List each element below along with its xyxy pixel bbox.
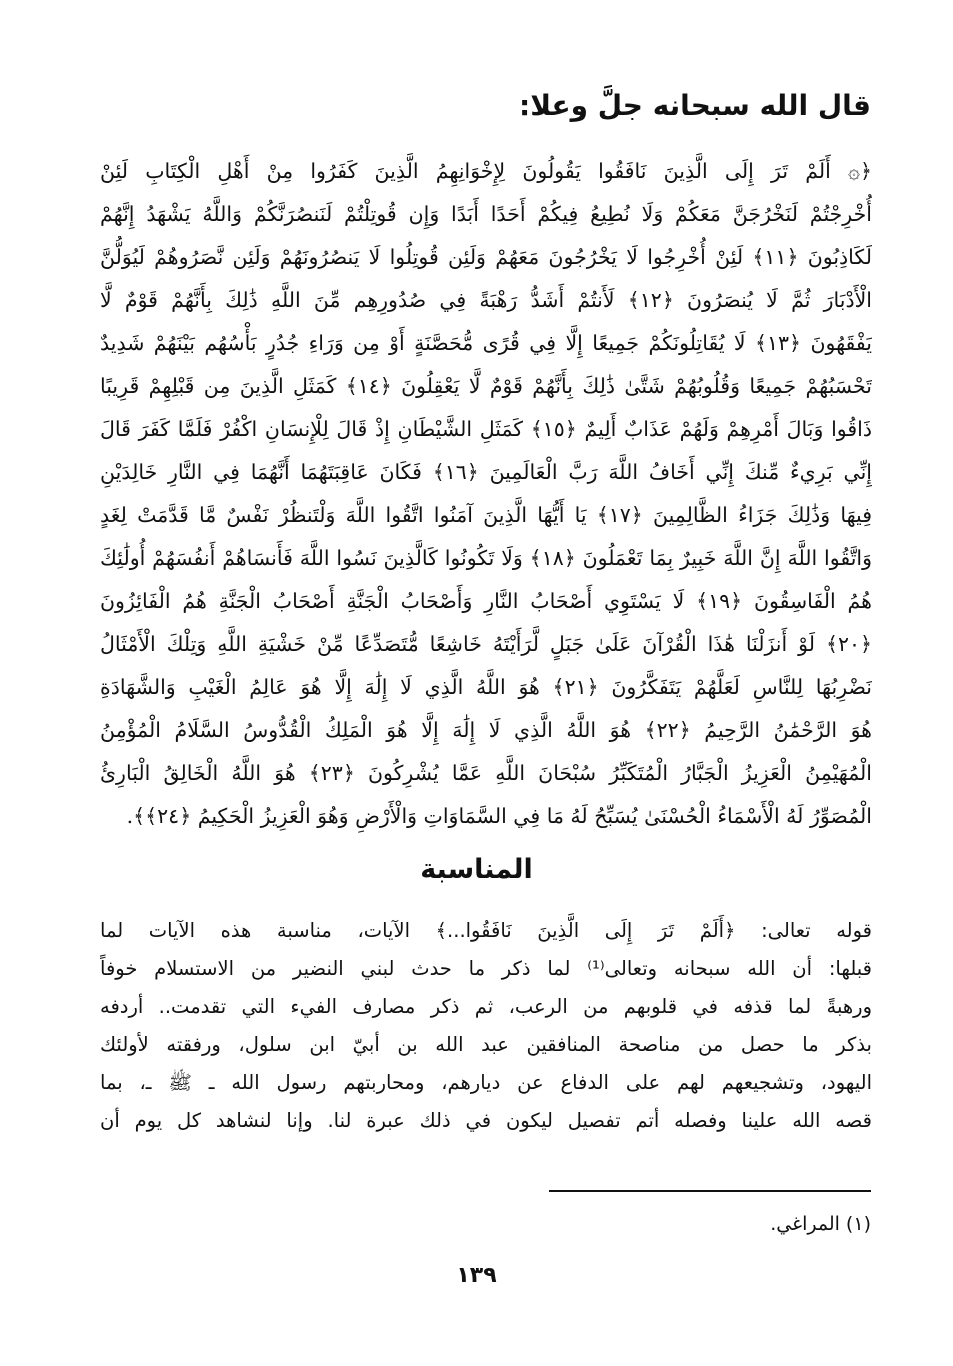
verse-line: الْمُصَوِّرُ لَهُ الْأَسْمَاءُ الْحُسْنَىٰ يُسَبِّحُ لَهُ مَا فِي السَّمَاوَاتِ وَالْأَرْضِ وَهُوَ الْعَزِيزُ الْحَكِيمُ ﴿٢٤﴾﴾. [126,804,872,828]
verse-line: أُخْرِجْتُمْ لَنَخْرُجَنَّ مَعَكُمْ وَلَا نُطِيعُ فِيكُمْ أَحَدًا أَبَدًا وَإِن قُوتِلْتُمْ لَنَنصُرَنَّكُمْ وَاللَّهُ يَشْهَدُ إِنَّهُمْ [100,202,872,226]
body-line: ورهبةً لما قذفه في قلوبهم من الرعب، ثم ذكر مصارف الفيء التي تقدمت.. أردفه [100,995,872,1018]
body-line: بذكر ما حصل من مناصحة المنافقين عبد الله بن أبيّ ابن سلول، ورفقته لأولئك [100,1033,872,1056]
verse-line: ذَاقُوا وَبَالَ أَمْرِهِمْ وَلَهُمْ عَذَابٌ أَلِيمٌ ﴿١٥﴾ كَمَثَلِ الشَّيْطَانِ إِذْ قَالَ لِلْإِنسَانِ اكْفُرْ فَلَمَّا كَفَرَ قَالَ [100,417,872,441]
verse-line: هُمُ الْفَاسِقُونَ ﴿١٩﴾ لَا يَسْتَوِي أَصْحَابُ النَّارِ وَأَصْحَابُ الْجَنَّةِ أَصْحَابُ الْجَنَّةِ هُمُ الْفَائِزُونَ [100,589,872,613]
verse-line: ﴿۞ أَلَمْ تَرَ إِلَى الَّذِينَ نَافَقُوا يَقُولُونَ لِإِخْوَانِهِمُ الَّذِينَ كَفَرُوا مِنْ أَهْلِ الْكِتَابِ لَئِنْ [100,159,872,183]
verse-line: إِنِّي بَرِيءٌ مِّنكَ إِنِّي أَخَافُ اللَّهَ رَبَّ الْعَالَمِينَ ﴿١٦﴾ فَكَانَ عَاقِبَتَهُمَا أَنَّهُمَا فِي النَّارِ خَالِدَيْنِ [100,460,872,484]
body-line: قصه الله علينا وفصله أتم تفصيل ليكون في ذلك عبرة لنا. وإنا لنشاهد كل يوم أن [100,1109,872,1132]
verse-line: هُوَ الرَّحْمَٰنُ الرَّحِيمُ ﴿٢٢﴾ هُوَ اللَّهُ الَّذِي لَا إِلَٰهَ إِلَّا هُوَ الْمَلِكُ الْقُدُّوسُ السَّلَامُ الْمُؤْمِنُ [100,718,872,742]
page-number: ١٣٩ [456,1263,497,1288]
verse-line: لَكَاذِبُونَ ﴿١١﴾ لَئِنْ أُخْرِجُوا لَا يَخْرُجُونَ مَعَهُمْ وَلَئِن قُوتِلُوا لَا يَنصُرُونَهُمْ وَلَئِن نَّصَرُوهُمْ لَيُوَلُّنَّ [100,245,872,269]
verse-line: فِيهَا وَذَٰلِكَ جَزَاءُ الظَّالِمِينَ ﴿١٧﴾ يَا أَيُّهَا الَّذِينَ آمَنُوا اتَّقُوا اللَّهَ وَلْتَنظُرْ نَفْسٌ مَّا قَدَّمَتْ لِغَدٍ [100,503,872,527]
verse-line: وَاتَّقُوا اللَّهَ إِنَّ اللَّهَ خَبِيرٌ بِمَا تَعْمَلُونَ ﴿١٨﴾ وَلَا تَكُونُوا كَالَّذِينَ نَسُوا اللَّهَ فَأَنسَاهُمْ أَنفُسَهُمْ أُولَٰئِكَ [100,546,872,570]
heading: قال الله سبحانه جلَّ وعلا: [519,89,871,122]
verse-line: الْمُهَيْمِنُ الْعَزِيزُ الْجَبَّارُ الْمُتَكَبِّرُ سُبْحَانَ اللَّهِ عَمَّا يُشْرِكُونَ ﴿٢٣﴾ هُوَ اللَّهُ الْخَالِقُ الْبَارِئُ [100,761,872,785]
section-title: المناسبة [420,854,533,885]
verse-line: الْأَدْبَارَ ثُمَّ لَا يُنصَرُونَ ﴿١٢﴾ لَأَنتُمْ أَشَدُّ رَهْبَةً فِي صُدُورِهِم مِّنَ اللَّهِ ذَٰلِكَ بِأَنَّهُمْ قَوْمٌ لَّا [100,288,872,312]
body-line: قبلها: أن الله سبحانه وتعالى⁽¹⁾ لما ذكر ما حدث لبني النضير من الاستسلام خوفاً [100,957,872,980]
footnote: (١) المراغي. [770,1213,871,1235]
verse-line: يَفْقَهُونَ ﴿١٣﴾ لَا يُقَاتِلُونَكُمْ جَمِيعًا إِلَّا فِي قُرًى مُّحَصَّنَةٍ أَوْ مِن وَرَاءِ جُدُرٍ بَأْسُهُم بَيْنَهُمْ شَدِيدٌ [100,331,872,355]
quran-verses-block [100,150,872,838]
verse-line: تَحْسَبُهُمْ جَمِيعًا وَقُلُوبُهُمْ شَتَّىٰ ذَٰلِكَ بِأَنَّهُمْ قَوْمٌ لَّا يَعْقِلُونَ ﴿١٤﴾ كَمَثَلِ الَّذِينَ مِن قَبْلِهِمْ قَرِيبًا [100,374,872,398]
body-line: اليهود، وتشجيعهم لهم على الدفاع عن ديارهم، ومحاربتهم رسول الله ـ ﷺ ـ، بما [100,1071,872,1094]
verse-line: ﴿٢٠﴾ لَوْ أَنزَلْنَا هَٰذَا الْقُرْآنَ عَلَىٰ جَبَلٍ لَّرَأَيْتَهُ خَاشِعًا مُّتَصَدِّعًا مِّنْ خَشْيَةِ اللَّهِ وَتِلْكَ الْأَمْثَالُ [100,632,872,656]
verse-line: نَضْرِبُهَا لِلنَّاسِ لَعَلَّهُمْ يَتَفَكَّرُونَ ﴿٢١﴾ هُوَ اللَّهُ الَّذِي لَا إِلَٰهَ إِلَّا هُوَ عَالِمُ الْغَيْبِ وَالشَّهَادَةِ [100,675,872,699]
footnote-divider [549,1190,871,1192]
body-line: قوله تعالى: ﴿أَلَمْ تَرَ إِلَى الَّذِينَ نَافَقُوا...﴾ الآيات، مناسبة هذه الآيات لما [100,919,872,942]
